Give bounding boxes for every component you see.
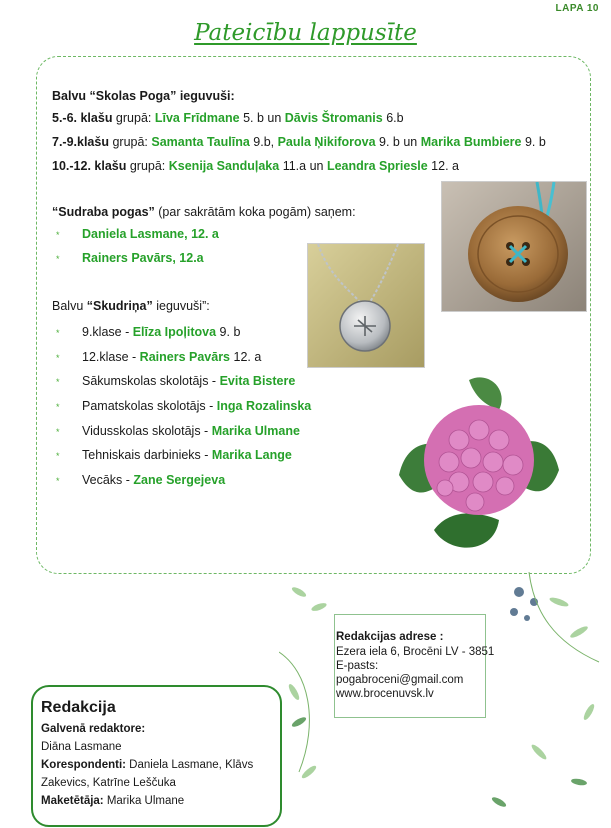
item-label: 12.klase - [82, 350, 140, 364]
address-line: Ezera iela 6, Brocēni LV - 3851 [336, 646, 495, 658]
winner-name: Paula Ņikiforova [277, 135, 376, 149]
page-number: LAPA 10 [555, 3, 599, 14]
group-word: grupā: [126, 159, 169, 173]
winner-name: Dāvis Štromanis [284, 111, 383, 125]
grade-label: 7.-9.klašu [52, 135, 109, 149]
wooden-button-photo [441, 181, 587, 312]
skudrina-heading-line [52, 298, 210, 314]
sudraba-winner: Daniela Lasmane, 12. a [82, 227, 219, 241]
layout-label: Maketētāja: [41, 795, 104, 807]
poga-row-7-9 [52, 134, 546, 150]
winner-name: Līva Frīdmane [154, 111, 240, 125]
winner-class: 9.b, [249, 135, 278, 149]
bullet-icon: * [56, 402, 60, 412]
winner-name: Marika Bumbiere [420, 135, 522, 149]
skudrina-post: ieguvuši”: [152, 299, 210, 313]
item-label: Pamatskolas skolotājs - [82, 399, 217, 413]
website-link[interactable]: www.brocenuvsk.lv [336, 688, 434, 700]
skudrina-heading: “Skudriņa” [86, 299, 153, 313]
bullet-icon: * [56, 254, 60, 264]
skudrina-item [82, 349, 261, 365]
silver-pendant-photo [307, 243, 425, 368]
correspondents-label: Korespondenti: [41, 759, 126, 771]
bullet-icon: * [56, 427, 60, 437]
email-address[interactable]: pogabroceni@gmail.com [336, 674, 464, 686]
winner-name: Samanta Taulīna [151, 135, 250, 149]
address-heading: Redakcijas adrese : [336, 631, 444, 643]
poga-row-5-6 [52, 110, 404, 126]
page-title: Pateicību lappusīte [194, 20, 417, 46]
bullet-icon: * [56, 377, 60, 387]
poga-row-10-12 [52, 158, 459, 174]
sudraba-heading: “Sudraba pogas” [52, 205, 155, 219]
bullet-icon: * [56, 476, 60, 486]
skudrina-item [82, 423, 300, 439]
sudraba-winner: Rainers Pavārs, 12.a [82, 251, 204, 265]
winner-class: 12. a [230, 350, 262, 364]
winner-name: Leandra Spriesle [326, 159, 428, 173]
winner-class: 9. b [521, 135, 546, 149]
winner-name: Evita Bistere [219, 374, 296, 388]
layout-line [41, 793, 184, 809]
skudrina-item [82, 398, 311, 414]
winner-name: Marika Ulmane [211, 424, 300, 438]
bullet-icon: * [56, 230, 60, 240]
wooden-button-image [442, 182, 586, 311]
winner-name: Marika Lange [211, 448, 292, 462]
hydrangea-image [379, 370, 579, 560]
item-label: Tehniskais darbinieks - [82, 448, 212, 462]
bullet-icon: * [56, 328, 60, 338]
winner-name: Zane Sergejeva [133, 473, 226, 487]
winner-class: 9. b [216, 325, 241, 339]
skudrina-pre: Balvu [52, 299, 87, 313]
sudraba-heading-line [52, 204, 356, 220]
layout-name: Marika Ulmane [103, 795, 185, 807]
winner-class: 6.b [382, 111, 404, 125]
group-word: grupā: [108, 135, 152, 149]
bullet-icon: * [56, 353, 60, 363]
skudrina-item [82, 373, 295, 389]
item-label: Vidusskolas skolotājs - [82, 424, 212, 438]
correspondents-names: Daniela Lasmane, Klāvs [125, 759, 254, 771]
editor-label: Galvenā redaktore: [41, 723, 146, 735]
correspondents-names-cont: Zakevics, Katrīne Leščuka [41, 777, 176, 789]
redakcija-title: Redakcija [41, 699, 116, 716]
item-label: 9.klase - [82, 325, 133, 339]
sudraba-note: (par sakrātām koka pogām) saņem: [154, 205, 356, 219]
winner-class: 5. b un [239, 111, 285, 125]
winner-name: Inga Rozalinska [216, 399, 312, 413]
editor-name: Diāna Lasmane [41, 741, 122, 753]
silver-pendant-image [308, 244, 424, 367]
item-label: Sākumskolas skolotājs - [82, 374, 220, 388]
skudrina-item [82, 447, 292, 463]
winner-name: Rainers Pavārs [139, 350, 231, 364]
poga-heading: Balvu “Skolas Poga” ieguvuši: [52, 89, 235, 103]
email-label: E-pasts: [336, 660, 379, 672]
item-label: Vecāks - [82, 473, 134, 487]
skudrina-item [82, 324, 240, 340]
winner-class: 11.a un [279, 159, 327, 173]
group-word: grupā: [112, 111, 155, 125]
bullet-icon: * [56, 451, 60, 461]
hydrangea-flower [379, 370, 579, 560]
winner-class: 9. b un [375, 135, 421, 149]
correspondents-line [41, 757, 253, 773]
skudrina-item [82, 472, 225, 488]
grade-label: 5.-6. klašu [52, 111, 113, 125]
winner-name: Ksenija Sanduļaka [168, 159, 280, 173]
winner-name: Elīza Ipoļitova [132, 325, 217, 339]
grade-label: 10.-12. klašu [52, 159, 127, 173]
winner-class: 12. a [427, 159, 459, 173]
